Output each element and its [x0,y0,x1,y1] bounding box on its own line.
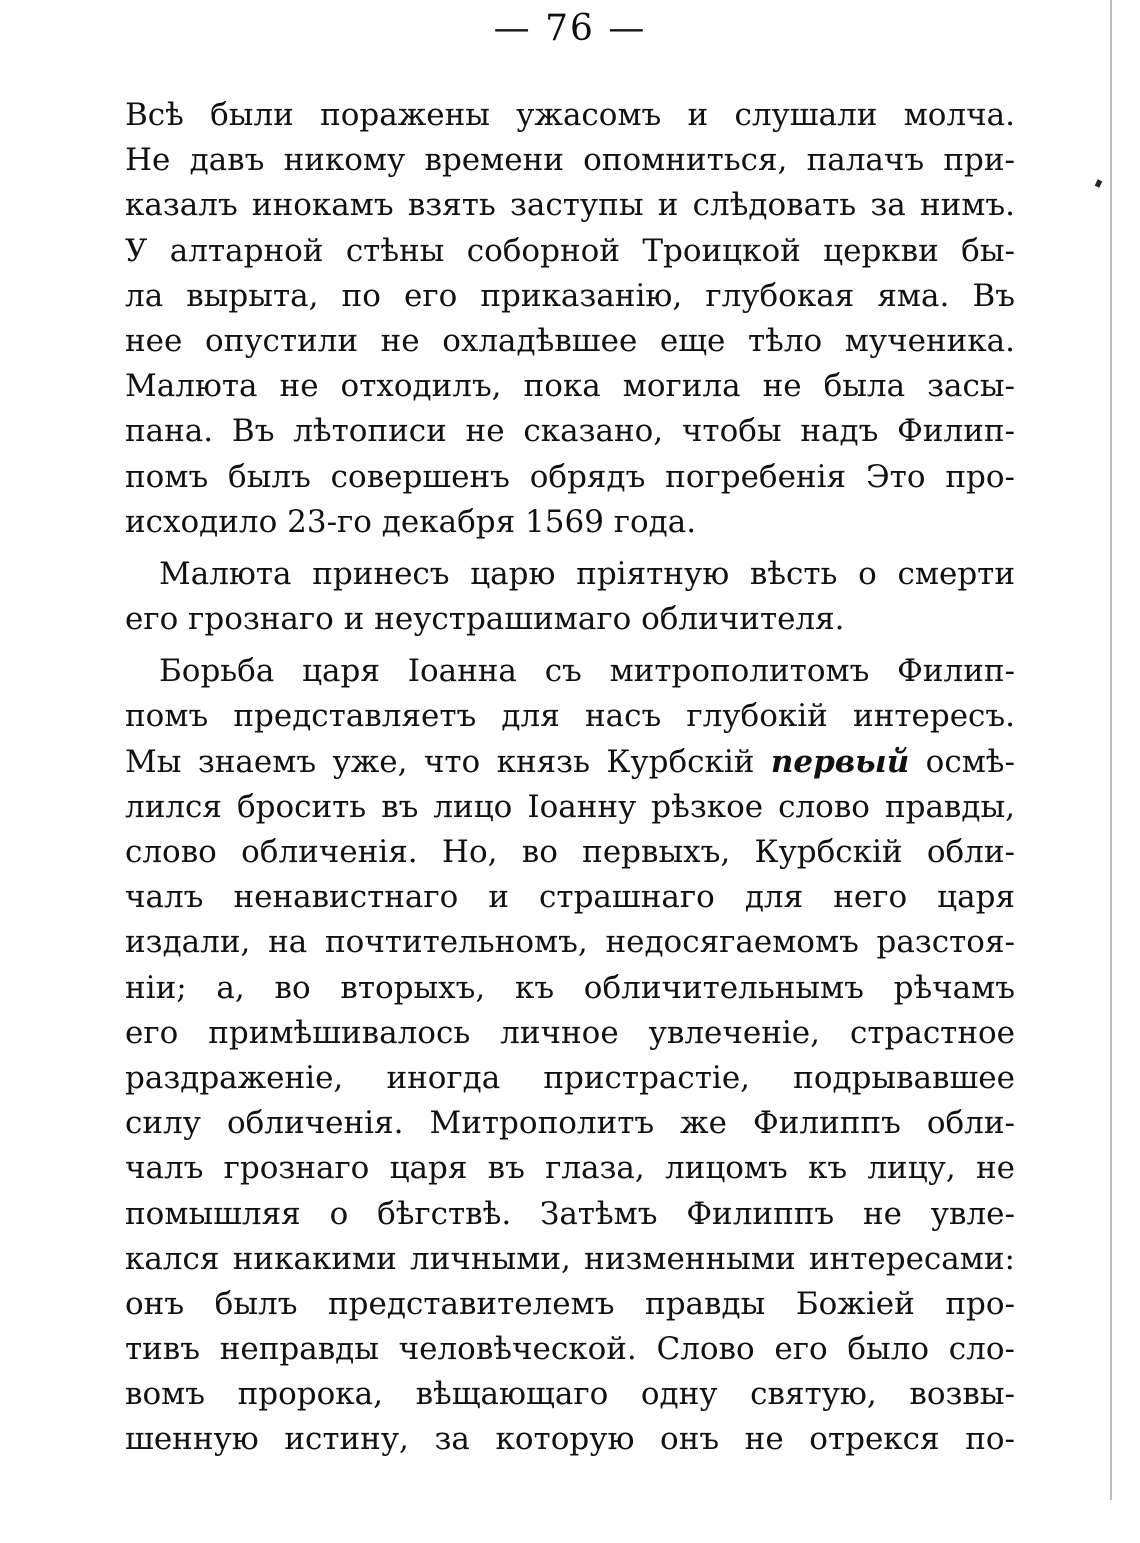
text-line: его грознаго и неустрашимаго обличителя. [125,601,845,638]
text-line: ніи; а, во вторыхъ, къ обличительнымъ рѣчамъ [125,969,1015,1006]
text-line: лился бросить въ лицо Іоанну рѣзкое слово правды, [125,788,1015,825]
page-edge-line [1110,0,1112,1500]
text-line: казалъ инокамъ взять заступы и слѣдовать за нимъ. [125,187,1015,224]
text-line: чалъ ненавистнаго и страшнаго для него царя [125,879,1015,916]
text-line: Малюта принесъ царю пріятную вѣсть о смерти [159,555,1015,592]
ink-speck [1095,179,1102,187]
text-line: кался никакими личными, низменными интересами: [125,1240,1015,1277]
text-line: слово обличенія. Но, во первыхъ, Курбскій обли- [125,834,1015,870]
text-line: помъ былъ совершенъ обрядъ погребенія Это про- [125,458,1015,495]
body-text [125,93,1015,1463]
page-number: — 76 — [493,8,647,49]
text-line-end: осмѣ- [925,743,1015,780]
text-line: вомъ пророка, вѣщающаго одну святую, возвы- [125,1376,1015,1413]
text-line: ла вырыта, по его приказанію, глубокая яма. Въ [125,277,1015,314]
text-line: тивъ неправды человѣческой. Слово его было сло- [125,1331,1015,1368]
text-line: Всѣ были поражены ужасомъ и слушали молча. [125,97,1015,133]
text-line: раздраженіе, иногда пристрастіе, подрывавшее [125,1059,1015,1096]
text-line-start: Мы знаемъ уже, что князь Курбскій [125,743,755,780]
text-line: Малюта не отходилъ, пока могила не была засы- [125,368,1015,405]
text-line: его примѣшивалось личное увлеченіе, страстное [125,1014,1015,1051]
emphasized-word: первый [770,743,910,780]
text-line: нее опустили не охладѣвшее еще тѣло мученика. [125,322,1015,359]
text-line: пана. Въ лѣтописи не сказано, чтобы надъ Филип- [125,413,1015,450]
text-line: У алтарной стѣны соборной Троицкой церкви бы- [125,232,1015,269]
text-line: помышляя о бѣгствѣ. Затѣмъ Филиппъ не увле- [125,1195,1015,1232]
text-line-with-emphasis [125,740,1015,785]
text-line: шенную истину, за которую онъ не отрекся по- [125,1421,1015,1458]
paragraph-gap [125,545,1015,552]
text-line: силу обличенія. Митрополитъ же Филиппъ обли- [125,1105,1015,1142]
text-line: Не давъ никому времени опомниться, палачъ при- [125,142,1015,179]
text-line: онъ былъ представителемъ правды Божіей про- [125,1285,1015,1322]
text-line: Борьба царя Іоанна съ митрополитомъ Филип- [159,653,1015,690]
text-line: исходило 23-го декабря 1569 года. [125,503,697,540]
text-line: помъ представляетъ для насъ глубокій интересъ. [125,698,1015,735]
paragraph-gap [125,642,1015,649]
text-line: чалъ грознаго царя въ глаза, лицомъ къ лицу, не [125,1150,1015,1187]
text-line: издали, на почтительномъ, недосягаемомъ разстоя- [125,924,1015,961]
